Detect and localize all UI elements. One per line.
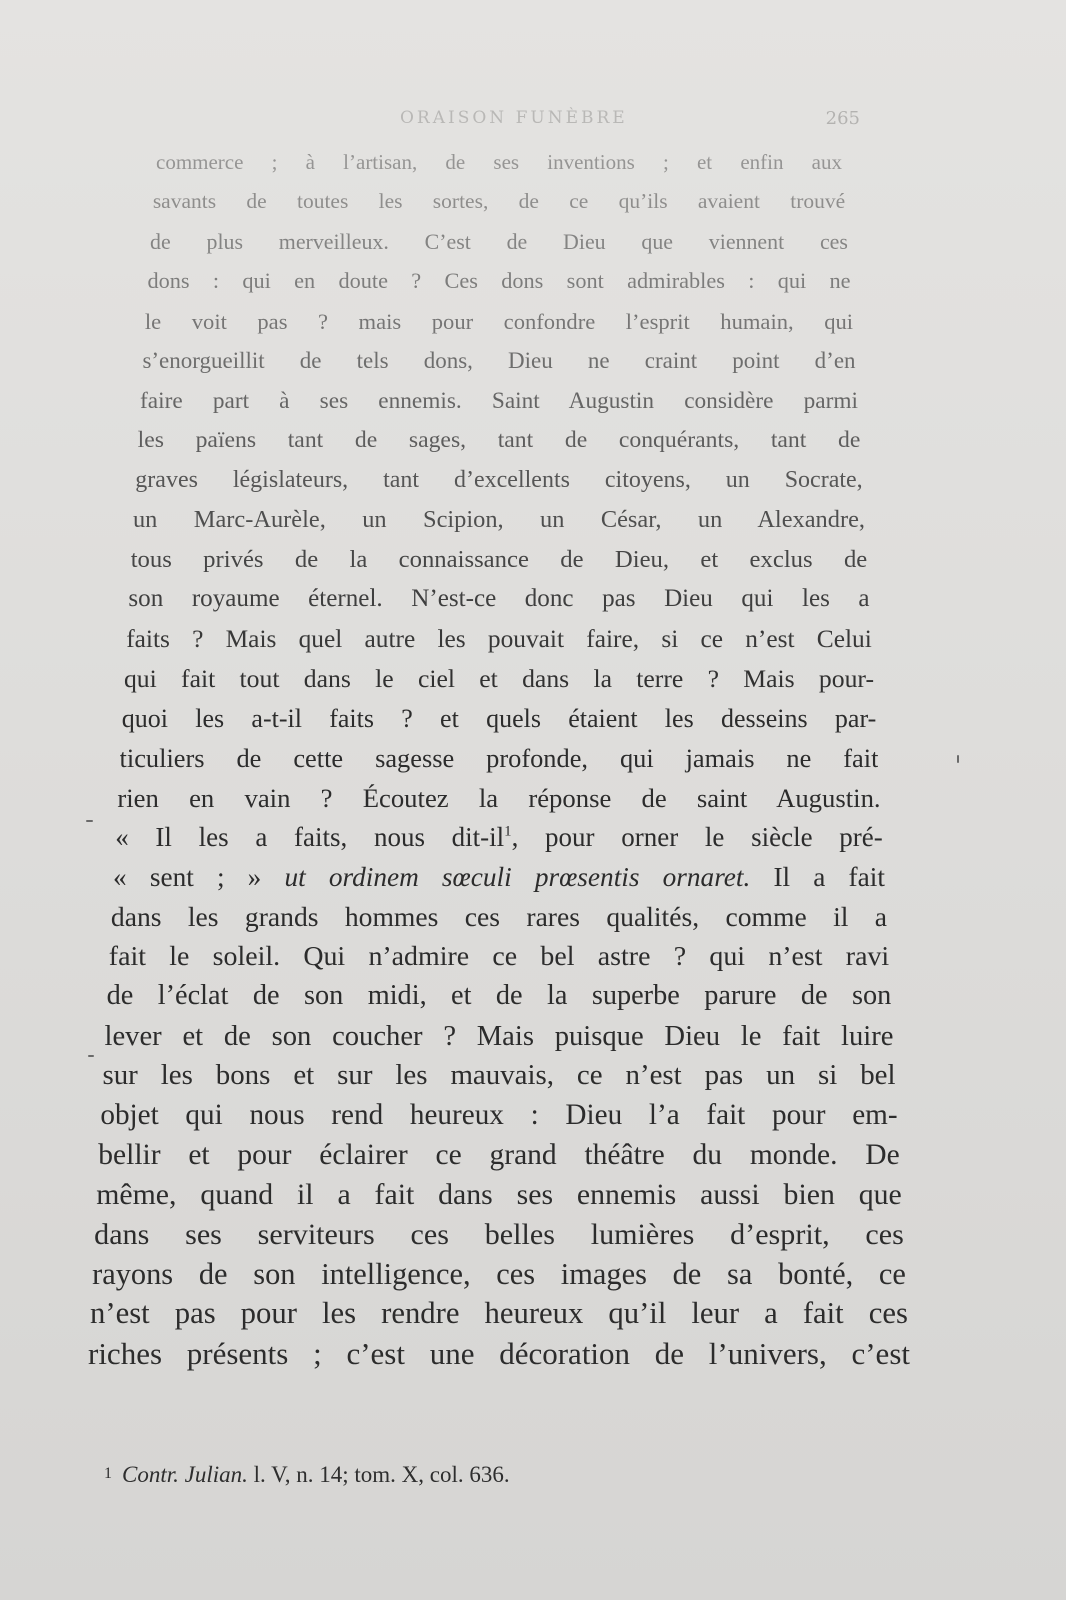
text-line	[138, 425, 861, 456]
text-line	[140, 386, 858, 416]
text-line	[156, 149, 842, 176]
line-text: n’est pas pour les rendre heureux qu’il leur a fait ces	[90, 1296, 908, 1331]
footnote-reference: l. V, n. 14; tom. X, col. 636.	[247, 1462, 510, 1487]
print-speck	[86, 820, 93, 822]
line-text: riches présents ; c’est une décoration de l’univers, c’est	[88, 1336, 910, 1371]
line-text: fait le soleil. Qui n’admire ce bel astre ? qui n’est ravi	[108, 940, 890, 972]
text-line	[94, 1215, 904, 1254]
text-line	[90, 1294, 908, 1334]
text-line	[145, 307, 853, 336]
line-text: s’enorgueillit de tels dons, Dieu ne craint point d’en	[142, 348, 856, 374]
text-line	[150, 228, 848, 256]
text-line	[92, 1255, 906, 1295]
line-text: commerce ; à l’artisan, de ses inventions ; et enfin aux	[156, 150, 842, 174]
line-text: ticuliers de cette sagesse profonde, qui jamais ne fait	[119, 743, 879, 774]
line-text: de plus merveilleux. C’est de Dieu que viennent ces	[150, 228, 848, 254]
text-line	[88, 1334, 910, 1374]
text-line	[120, 741, 879, 775]
line-text: bellir et pour éclairer ce grand théâtre du monde. De	[98, 1139, 900, 1172]
text-line	[131, 544, 868, 576]
line-text: sur les bons et sur les mauvais, ce n’est pas un si bel	[102, 1059, 896, 1092]
text-line	[115, 820, 883, 855]
line-text: de l’éclat de son midi, et de la superbe parure de son	[106, 980, 892, 1012]
footnote-source-title: Contr. Julian.	[122, 1462, 248, 1487]
line-text: rayons de son intelligence, ces images de sa bonté, ce	[92, 1256, 906, 1291]
line-text: son royaume éternel. N’est-ce donc pas Dieu qui les a	[128, 585, 870, 613]
text-line	[133, 504, 865, 536]
line-text: , pour orner le siècle pré-	[511, 822, 883, 853]
line-text: rien en vain ? Écoutez la réponse de saint Augustin.	[117, 782, 881, 813]
line-text: Il a fait	[750, 861, 885, 892]
text-line	[122, 702, 876, 736]
print-speck	[957, 755, 959, 763]
text-line	[96, 1176, 902, 1215]
footnote-mark: 1	[104, 1465, 112, 1482]
line-text: lever et de son coucher ? Mais puisque Dieu le fait luire	[104, 1020, 894, 1052]
footnote-reference-mark: 1	[504, 823, 512, 840]
line-text: dons : qui en doute ? Ces dons sont admirables : qui ne	[147, 268, 851, 294]
latin-quotation: ut ordinem sœculi prœsentis ornaret.	[284, 861, 751, 892]
line-text: objet qui nous rend heureux : Dieu l’a fait pour em-	[100, 1098, 898, 1131]
line-text: graves législateurs, tant d’excellents citoyens, un Socrate,	[135, 466, 863, 493]
footnote	[104, 1462, 724, 1496]
line-text: « Il les a faits, nous dit-il	[115, 822, 505, 853]
line-text: le voit pas ? mais pour confondre l’esprit humain, qui	[144, 308, 854, 334]
line-text: savants de toutes les sortes, de ce qu’ils avaient trouvé	[152, 189, 846, 214]
line-text: « sent ; »	[113, 861, 285, 892]
text-line	[128, 583, 869, 616]
line-text: même, quand il a fait dans ses ennemis aussi bien que	[96, 1177, 902, 1211]
print-speck	[88, 1055, 94, 1057]
running-title: ORAISON FUNÈBRE	[400, 108, 628, 128]
text-line	[135, 465, 862, 496]
text-line	[111, 899, 887, 935]
text-line	[105, 1018, 894, 1055]
line-text: faire part à ses ennemis. Saint Augustin considère parmi	[140, 387, 858, 414]
text-line	[109, 939, 889, 975]
page-number: 265	[825, 108, 860, 129]
text-line	[117, 781, 880, 816]
text-line	[147, 267, 850, 296]
text-line	[113, 860, 885, 896]
text-line	[98, 1136, 899, 1174]
text-line	[107, 978, 892, 1015]
text-line	[124, 662, 874, 695]
line-text: faits ? Mais quel autre les pouvait faire, si ce n’est Celui	[126, 624, 872, 653]
line-text: un Marc-Aurèle, un Scipion, un César, un Alexandre,	[132, 506, 865, 534]
text-line	[102, 1057, 895, 1095]
line-text: qui fait tout dans le ciel et dans la terre ? Mais pour-	[123, 664, 875, 694]
text-line	[153, 188, 845, 216]
line-text: tous privés de la connaissance de Dieu, et exclus de	[130, 545, 868, 573]
line-text: les païens tant de sages, tant de conquérants, tant de	[137, 427, 861, 454]
line-text: dans ses serviteurs ces belles lumières d’esprit, ces	[94, 1217, 904, 1252]
line-text: quoi les a-t-il faits ? et quels étaient les desseins par-	[121, 703, 877, 733]
text-line	[126, 623, 872, 656]
text-line	[142, 346, 855, 376]
line-text: dans les grands hommes ces rares qualités, comme il a	[110, 901, 888, 933]
text-line	[100, 1097, 897, 1135]
